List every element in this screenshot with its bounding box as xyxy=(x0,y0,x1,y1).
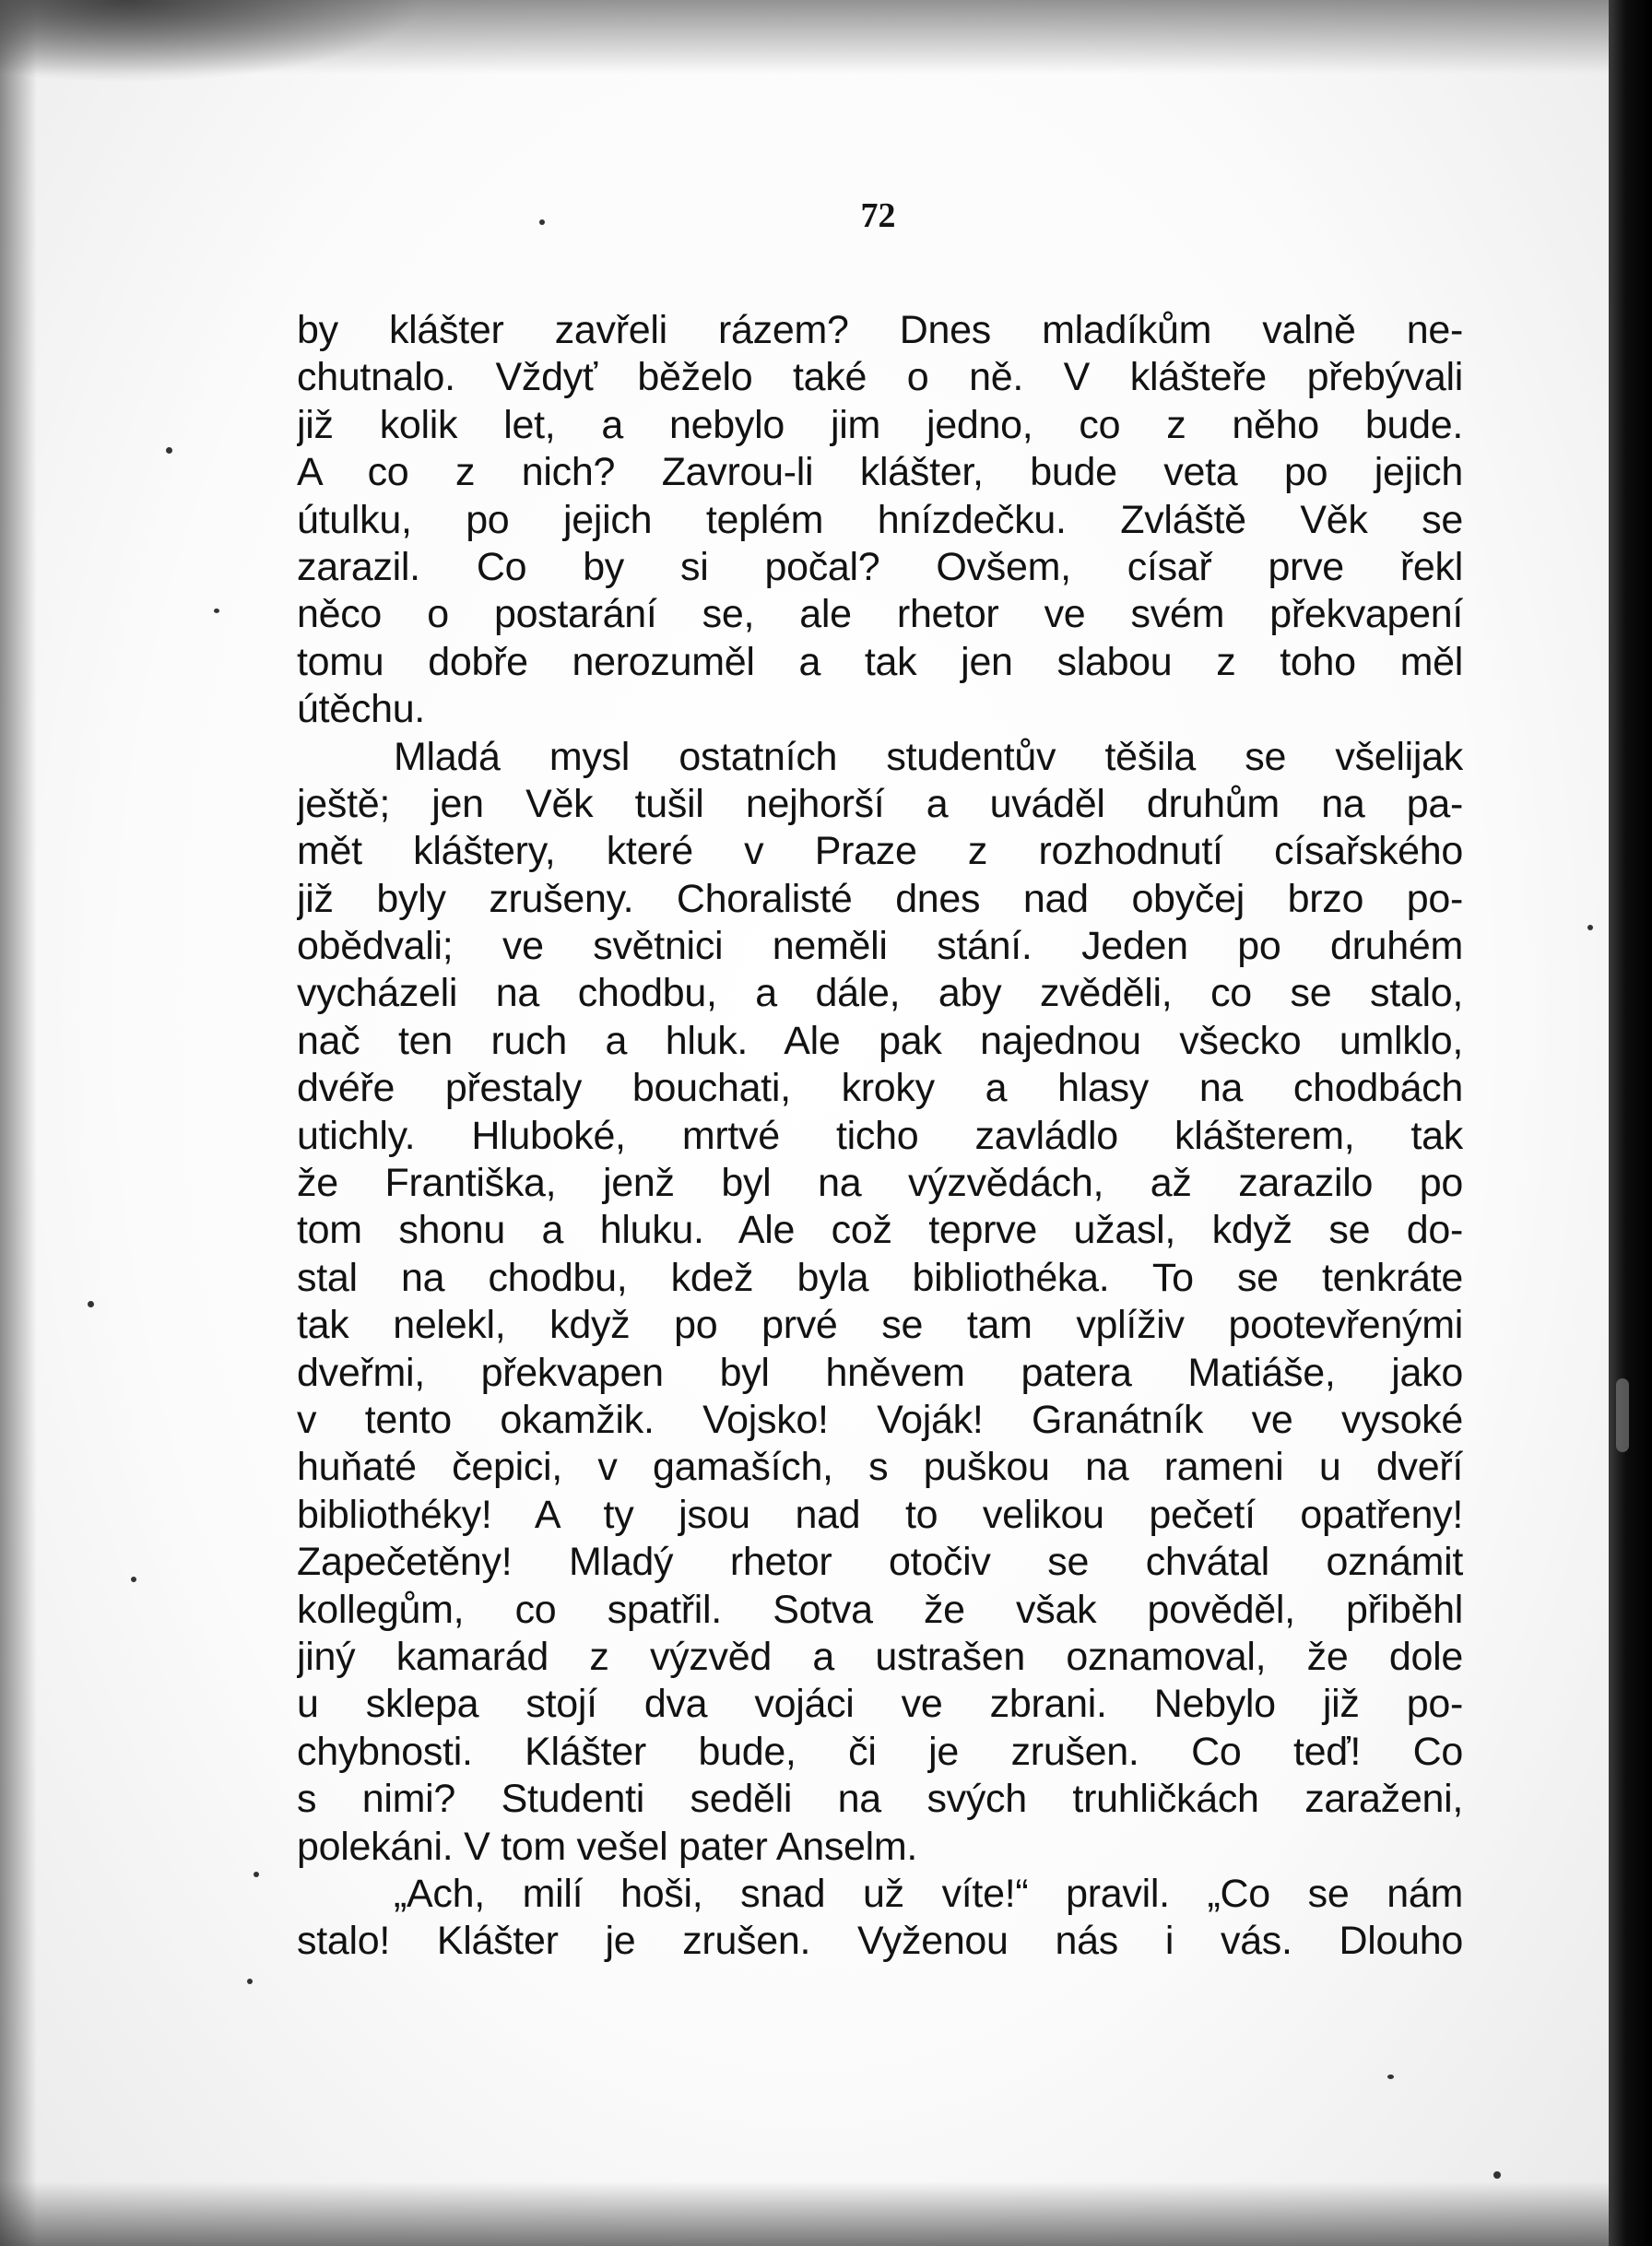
scan-speck xyxy=(247,1979,253,1984)
text-line: vycházeli na chodbu, a dále, aby zvěděli, co se stalo, xyxy=(297,971,1463,1016)
scan-shadow-left xyxy=(0,0,37,2246)
text-line: mět kláštery, které v Praze z rozhodnutí císařského xyxy=(297,829,1463,874)
text-line: „Ach, milí hoši, snad už víte!“ pravil. „Co se nám xyxy=(394,1871,1463,1916)
scan-speck xyxy=(1587,925,1593,930)
scan-shadow-bottom xyxy=(0,2181,1609,2246)
text-line: tomu dobře nerozuměl a tak jen slabou z toho měl xyxy=(297,639,1463,684)
scan-shadow-top xyxy=(0,0,1609,74)
text-line: s nimi? Studenti seděli na svých truhličkách zaraženi, xyxy=(297,1777,1463,1822)
text-line: obědvali; ve světnici neměli stání. Jeden po druhém xyxy=(297,924,1463,969)
text-line: by klášter zavřeli rázem? Dnes mladíkům valně ne- xyxy=(297,308,1463,352)
text-line: útulku, po jejich teplém hnízdečku. Zvláště Věk se xyxy=(297,497,1463,542)
scan-speck xyxy=(88,1301,94,1307)
scan-speck xyxy=(214,609,219,613)
text-line: zarazil. Co by si počal? Ovšem, císař prve řekl xyxy=(297,544,1463,589)
text-line: nač ten ruch a hluk. Ale pak najednou všecko umlklo, xyxy=(297,1018,1463,1063)
text-line: polekáni. V tom vešel pater Anselm. xyxy=(297,1824,918,1869)
scan-speck xyxy=(1493,2171,1501,2179)
text-line: již byly zrušeny. Choralisté dnes nad obyčej brzo po- xyxy=(297,876,1463,921)
scan-dark-margin xyxy=(1609,0,1652,2246)
text-line: u sklepa stojí dva vojáci ve zbrani. Nebylo již po- xyxy=(297,1682,1463,1727)
body-text xyxy=(297,307,1463,1966)
text-line: dveřmi, překvapen byl hněvem patera Matiáše, jako xyxy=(297,1350,1463,1395)
scan-speck xyxy=(166,447,172,454)
text-line: bibliothéky! A ty jsou nad to velikou pečetí opatřeny! xyxy=(297,1492,1463,1537)
text-line: Zapečetěny! Mladý rhetor otočiv se chvátal oznámit xyxy=(297,1540,1463,1585)
text-line: v tento okamžik. Vojsko! Voják! Granátník ve vysoké xyxy=(297,1397,1463,1442)
scan-speck xyxy=(1387,2075,1394,2079)
text-line: tak nelekl, když po prvé se tam vplíživ pootevřenými xyxy=(297,1303,1463,1348)
text-line: utichly. Hluboké, mrtvé ticho zavládlo klášterem, tak xyxy=(297,1113,1463,1158)
text-line: kollegům, co spatřil. Sotva že však pověděl, přiběhl xyxy=(297,1587,1463,1632)
text-line: ještě; jen Věk tušil nejhorší a uváděl druhům na pa- xyxy=(297,781,1463,826)
text-line: jiný kamarád z výzvěd a ustrašen oznamoval, že dole xyxy=(297,1634,1463,1679)
text-line: tom shonu a hluku. Ale což teprve užasl, když se do- xyxy=(297,1208,1463,1253)
text-line: něco o postarání se, ale rhetor ve svém překvapení xyxy=(297,592,1463,637)
text-line: Mladá mysl ostatních studentův těšila se všelijak xyxy=(394,734,1463,779)
text-line: chutnalo. Vždyť běželo také o ně. V klášteře přebývali xyxy=(297,355,1463,400)
text-line: dvéře přestaly bouchati, kroky a hlasy na chodbách xyxy=(297,1066,1463,1111)
text-line: A co z nich? Zavrou-li klášter, bude veta po jejich xyxy=(297,450,1463,495)
text-line: že Františka, jenž byl na výzvědách, až zarazilo po xyxy=(297,1161,1463,1206)
text-line: stalo! Klášter je zrušen. Vyženou nás i vás. Dlouho xyxy=(297,1919,1463,1964)
scan-speck xyxy=(254,1872,259,1877)
text-line: již kolik let, a nebylo jim jedno, co z něho bude. xyxy=(297,402,1463,447)
text-line: útěchu. xyxy=(297,687,425,732)
page-number: 72 xyxy=(860,196,896,235)
scan-speck xyxy=(131,1577,136,1582)
text-line: stal na chodbu, kdež byla bibliothéka. To se tenkráte xyxy=(297,1255,1463,1300)
text-line: chybnosti. Klášter bude, či je zrušen. Co teď! Co xyxy=(297,1729,1463,1774)
text-line: huňaté čepici, v gamaších, s puškou na rameni u dveří xyxy=(297,1445,1463,1490)
